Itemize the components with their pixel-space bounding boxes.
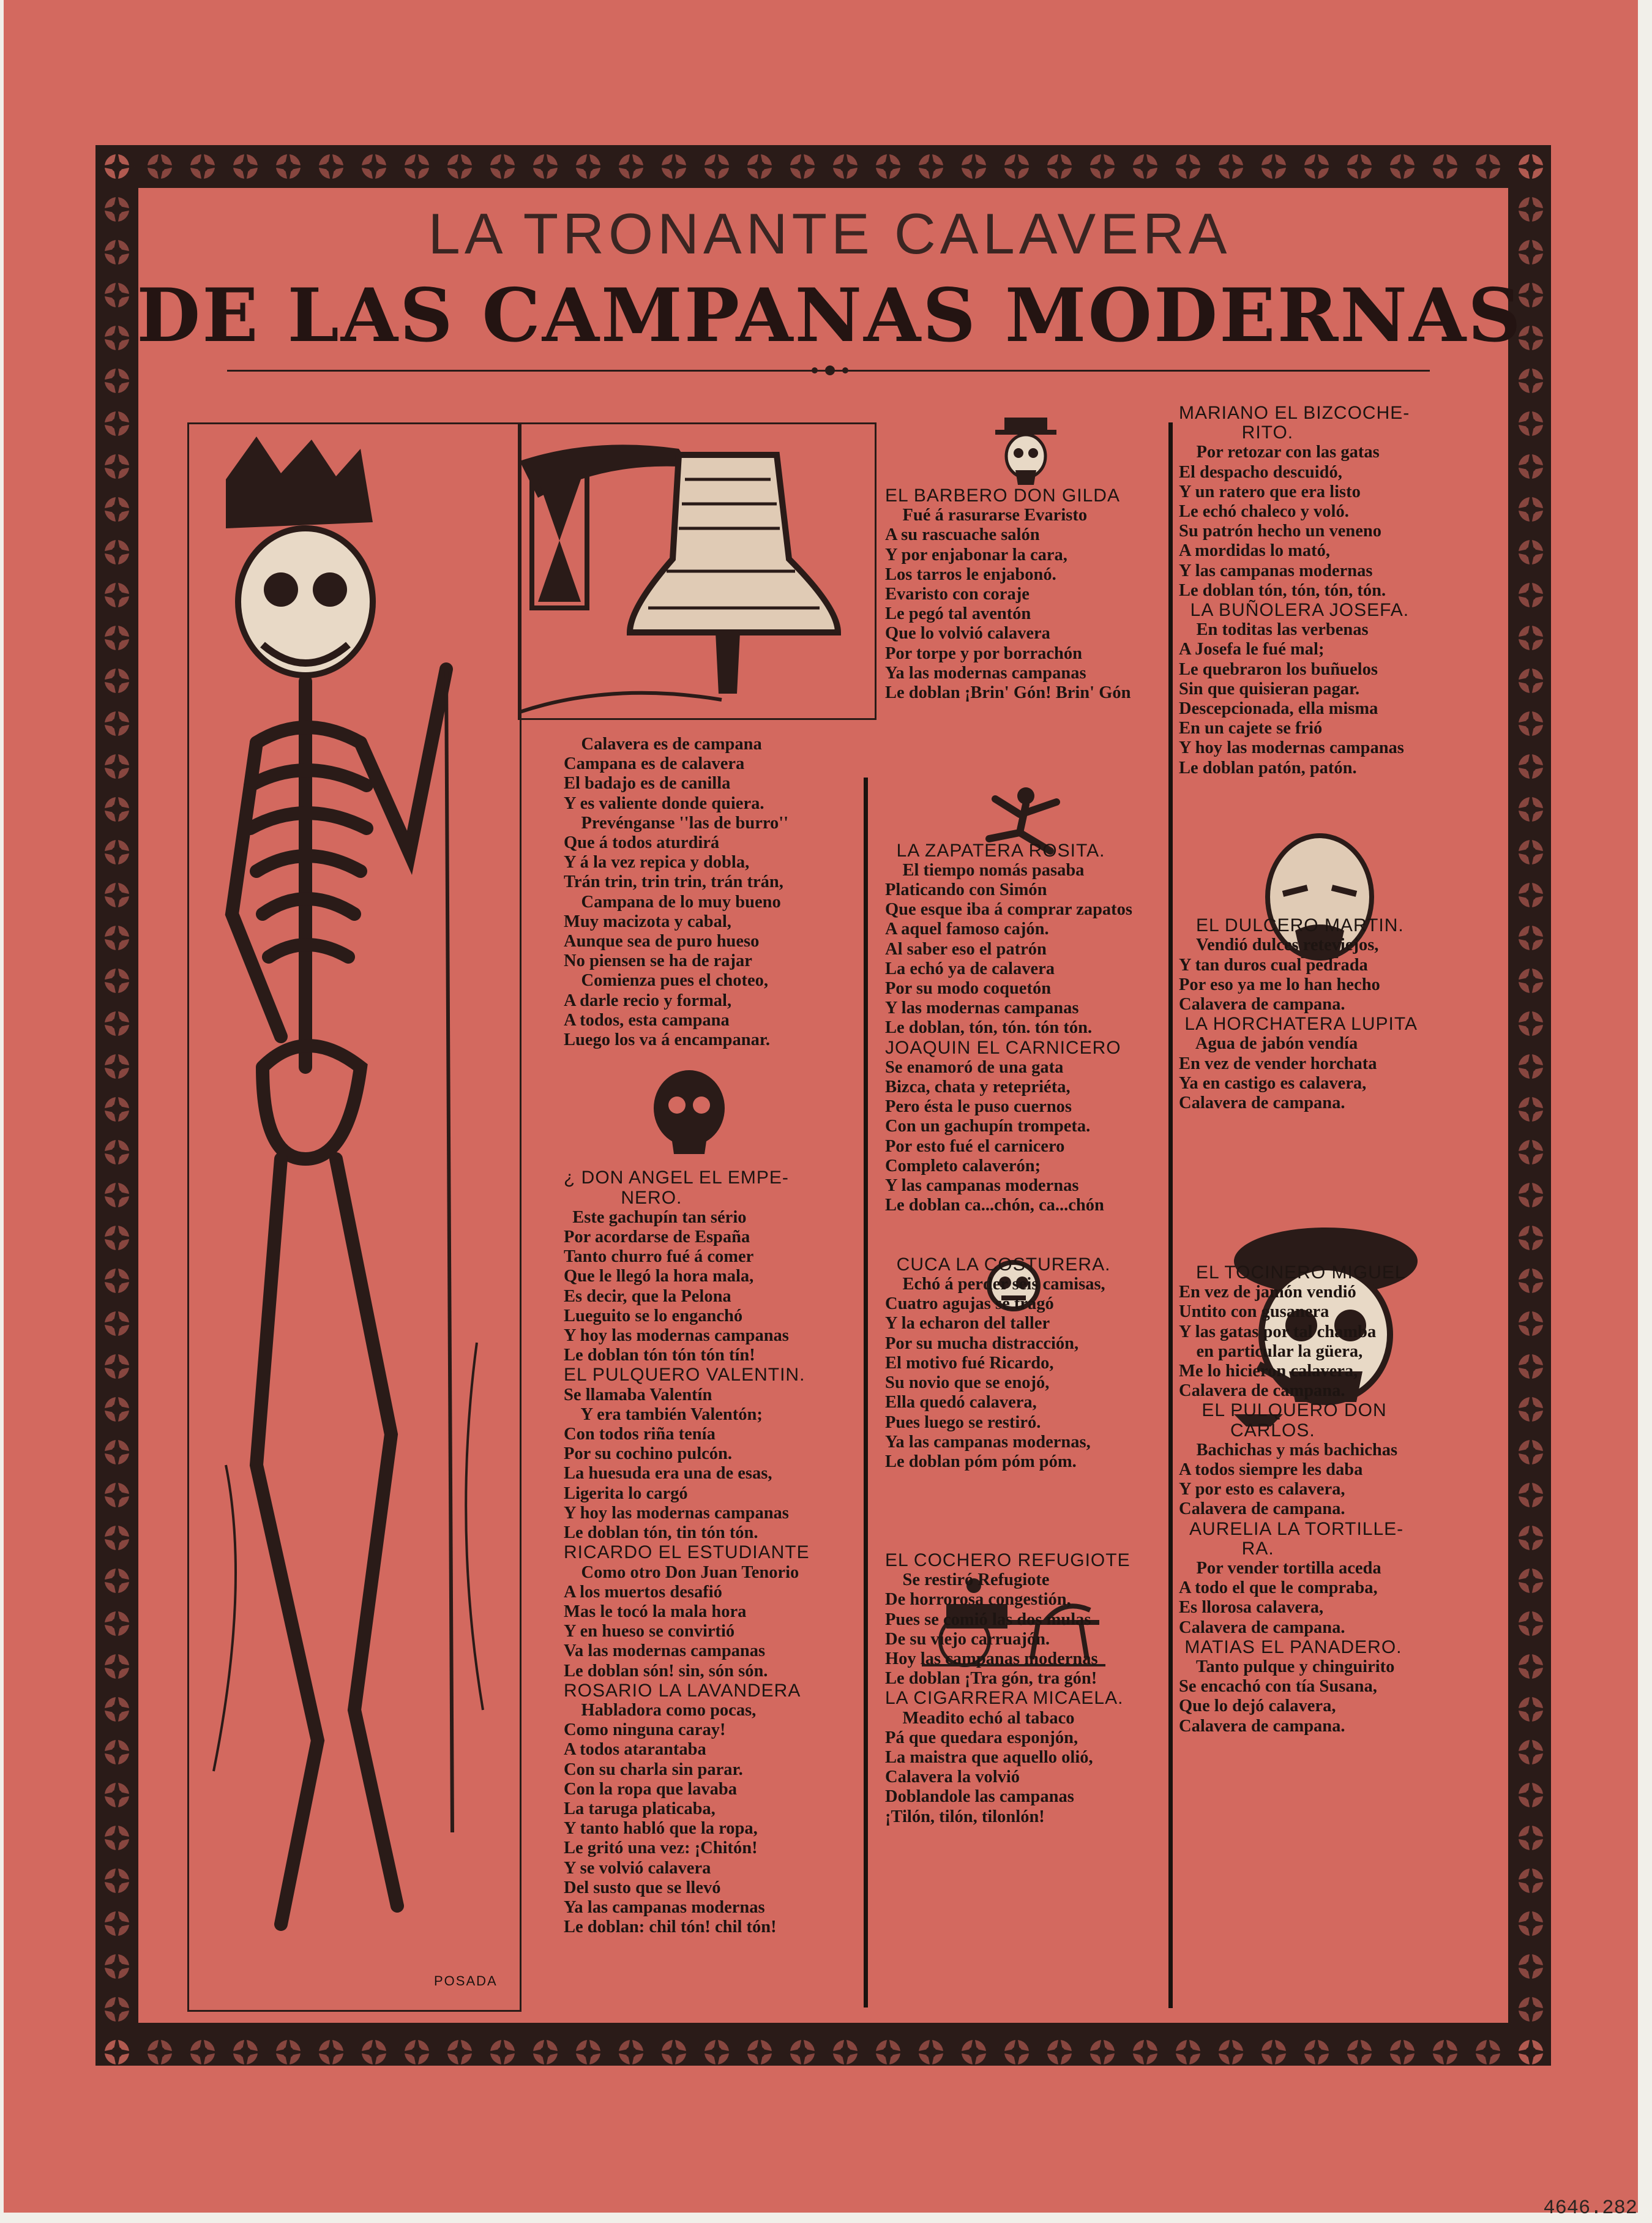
- verse-line: Que le llegó la hora mala,: [564, 1267, 754, 1286]
- verse-line: Ya en castigo es calavera,: [1179, 1073, 1367, 1093]
- verse-line: Calavera de campana.: [1179, 1381, 1345, 1401]
- poem-heading: MARIANO EL BIZCOCHE-: [1179, 403, 1410, 423]
- verse-line: Y la echaron del taller: [885, 1314, 1050, 1333]
- verse-line: Bachichas y más bachichas: [1179, 1440, 1398, 1460]
- title-ornament: [802, 365, 858, 376]
- verse-line: A todos, esta campana: [564, 1010, 730, 1030]
- verse-line: Le doblan tón tón tón tín!: [564, 1346, 755, 1365]
- verse-line: Por retozar con las gatas: [1179, 443, 1380, 462]
- verse-line: Untito con gusanera: [1179, 1302, 1329, 1322]
- verse-line: Y las modernas campanas: [885, 999, 1079, 1018]
- verse-line: Por vender tortilla aceda: [1179, 1559, 1381, 1578]
- verse-line: Lueguito se lo enganchó: [564, 1306, 743, 1325]
- verse-line: Por su cochino pulcón.: [564, 1444, 733, 1464]
- verse-line: En vez de vender horchata: [1179, 1054, 1377, 1073]
- verse-line: Y por esto es calavera,: [1179, 1480, 1345, 1499]
- verse-line: El despacho descuidó,: [1179, 462, 1342, 482]
- verse-line: Y hoy las modernas campanas: [564, 1326, 789, 1346]
- artist-signature: POSADA: [434, 1973, 498, 1989]
- verse-line: Con la ropa que lavaba: [564, 1779, 737, 1799]
- verse-line: A aquel famoso cajón.: [885, 920, 1049, 939]
- verse-line: Y era también Valentón;: [564, 1404, 763, 1424]
- verse-line: Se llamaba Valentín: [564, 1385, 712, 1404]
- verse-line: Calavera de campana.: [1179, 1499, 1345, 1519]
- verse-line: Este gachupín tan sério: [564, 1207, 747, 1227]
- verse-line: Pá que quedara esponjón,: [885, 1728, 1078, 1747]
- verse-line: Y hoy las modernas campanas: [564, 1503, 789, 1523]
- vignette-gap: [1179, 1212, 1418, 1263]
- verse-line: Y tanto habló que la ropa,: [564, 1819, 758, 1839]
- verse-line: Le gritó una vez: ¡Chitón!: [564, 1839, 758, 1858]
- verse-line: La echó ya de calavera: [885, 959, 1055, 978]
- verse-line: Comienza pues el choteo,: [564, 971, 769, 991]
- verse-line: A Josefa le fué mal;: [1179, 640, 1325, 659]
- verse-line: Ligerita lo cargó: [564, 1483, 688, 1503]
- verse-line: Le doblan ¡Tra gón, tra gón!: [885, 1669, 1097, 1689]
- inventory-number: 4646.282: [1543, 2197, 1637, 2219]
- poem-heading: CUCA LA COSTURERA.: [885, 1254, 1111, 1275]
- verse-line: A su rascuache salón: [885, 525, 1040, 545]
- poem-heading: EL PULQUERO VALENTIN.: [564, 1365, 805, 1385]
- verse-line: Y se volvió calavera: [564, 1858, 711, 1878]
- verse-line: Le doblan tón, tón, tón, tón.: [1179, 580, 1386, 600]
- poem-heading: EL TOCINERO MIGUEL: [1179, 1262, 1406, 1283]
- verse-line: Ella quedó calavera,: [885, 1393, 1037, 1412]
- poem-heading: AURELIA LA TORTILLE-: [1179, 1518, 1404, 1539]
- verse-line: Le doblan ca...chón, ca...chón: [885, 1196, 1104, 1215]
- vignette-gap: [1179, 778, 1418, 847]
- poem-heading: MATIAS EL PANADERO.: [1179, 1636, 1402, 1657]
- poem-heading: EL DULCERO MARTIN.: [1179, 915, 1404, 936]
- verse-line: Le doblan tón, tin tón tón.: [564, 1523, 758, 1543]
- verse-line: Que lo volvió calavera: [885, 624, 1050, 643]
- verse-line: Ya las campanas modernas: [564, 1897, 765, 1917]
- verse-line: Ya las campanas modernas,: [885, 1432, 1091, 1452]
- verse-line: Y es valiente donde quiera.: [564, 793, 764, 813]
- poem-heading: LA BUÑOLERA JOSEFA.: [1179, 600, 1410, 621]
- verse-line: Y por enjabonar la cara,: [885, 545, 1067, 564]
- poem-heading: EL BARBERO DON GILDA: [885, 485, 1120, 506]
- verse-line: Por torpe y por borrachón: [885, 643, 1082, 663]
- poem-heading: CARLOS.: [1179, 1420, 1315, 1441]
- verse-line: Mas le tocó la mala hora: [564, 1602, 747, 1621]
- verse-line: Que á todos aturdirá: [564, 833, 720, 853]
- vignette-gap: [564, 1050, 810, 1168]
- verse-line: El tiempo nomás pasaba: [885, 860, 1085, 880]
- verse-line: Ya las modernas campanas: [885, 663, 1086, 683]
- verse-line: A los muertos desafió: [564, 1582, 722, 1602]
- text-column-1: [564, 735, 810, 1937]
- verse-line: Y en hueso se convirtió: [564, 1622, 735, 1641]
- verse-line: Trán trin, trin trin, trán trán,: [564, 872, 783, 892]
- verse-line: Campana de lo muy bueno: [564, 892, 781, 912]
- vignette-gap: [885, 703, 1132, 841]
- verse-line: Calavera de campana.: [1179, 1618, 1345, 1637]
- verse-line: De su viejo carruajón.: [885, 1629, 1050, 1649]
- verse-line: Y las gatas por tal chamba: [1179, 1322, 1377, 1341]
- verse-line: Platicando con Simón: [885, 880, 1047, 900]
- poem-heading: LA HORCHATERA LUPITA: [1179, 1014, 1418, 1035]
- poem-heading: LA ZAPATERA ROSITA.: [885, 840, 1105, 861]
- verse-line: Que lo dejó calavera,: [1179, 1696, 1336, 1716]
- verse-line: Prevénganse ''las de burro'': [564, 813, 789, 833]
- verse-line: Doblandole las campanas: [885, 1787, 1074, 1807]
- verse-line: Le quebraron los buñuelos: [1179, 659, 1378, 679]
- verse-line: Vendió dulces reteviejos,: [1179, 935, 1379, 955]
- crown-icon: [226, 437, 373, 528]
- verse-line: Los tarros le enjabonó.: [885, 564, 1056, 584]
- verse-line: Le doblan póm póm póm.: [885, 1452, 1077, 1471]
- verse-line: Agua de jabón vendía: [1179, 1034, 1358, 1054]
- verse-line: No piensen se ha de rajar: [564, 951, 752, 971]
- verse-line: Va las modernas campanas: [564, 1641, 766, 1661]
- verse-line: El motivo fué Ricardo,: [885, 1353, 1054, 1373]
- poem-heading: JOAQUIN EL CARNICERO: [885, 1037, 1121, 1058]
- verse-line: Aunque sea de puro hueso: [564, 932, 760, 951]
- poem-heading: ROSARIO LA LAVANDERA: [564, 1680, 801, 1701]
- verse-line: Del susto que se llevó: [564, 1878, 721, 1897]
- church-bell: [520, 424, 875, 718]
- verse-line: Descepcionada, ella misma: [1179, 699, 1378, 719]
- verse-line: Luego los va á encampanar.: [564, 1030, 771, 1050]
- text-column-2: [885, 486, 1132, 1827]
- verse-line: Pues se comió las dos mulas: [885, 1610, 1091, 1629]
- verse-line: Echó á perder seis camisas,: [885, 1275, 1105, 1294]
- verse-line: Calavera es de campana: [564, 735, 762, 754]
- verse-line: Me lo hicieron calavera,: [1179, 1362, 1358, 1381]
- verse-line: Le doblan són! sin, són són.: [564, 1661, 768, 1681]
- poem-heading: RICARDO EL ESTUDIANTE: [564, 1542, 810, 1563]
- vignette-gap: [1179, 847, 1418, 917]
- verse-line: Se encachó con tía Susana,: [1179, 1677, 1377, 1696]
- verse-line: Meadito echó al tabaco: [885, 1708, 1075, 1728]
- verse-line: Calavera de campana.: [1179, 995, 1345, 1014]
- verse-line: El badajo es de canilla: [564, 774, 731, 793]
- verse-line: Se restiró Refugiote: [885, 1570, 1050, 1590]
- verse-line: Calavera de campana.: [1179, 1093, 1345, 1113]
- verse-line: Como ninguna caray!: [564, 1720, 726, 1740]
- verse-line: Su novio que se enojó,: [885, 1373, 1050, 1393]
- verse-line: Le echó chaleco y voló.: [1179, 502, 1349, 522]
- verse-line: Y á la vez repica y dobla,: [564, 853, 750, 872]
- verse-line: Es llorosa calavera,: [1179, 1598, 1324, 1618]
- verse-line: Tanto pulque y chinguirito: [1179, 1657, 1395, 1677]
- verse-line: Con su charla sin parar.: [564, 1760, 743, 1779]
- verse-line: Como otro Don Juan Tenorio: [564, 1562, 799, 1582]
- vignette-gap: [885, 1215, 1132, 1254]
- verse-line: Que esque iba á comprar zapatos: [885, 900, 1133, 920]
- verse-line: en particular la güera,: [1179, 1341, 1363, 1361]
- poem-heading: RITO.: [1179, 422, 1294, 443]
- verse-line: La taruga platicaba,: [564, 1799, 716, 1818]
- verse-line: La maistra que aquello olió,: [885, 1747, 1093, 1767]
- verse-line: Le doblan, tón, tón. tón tón.: [885, 1018, 1093, 1038]
- verse-line: Su patrón hecho un veneno: [1179, 522, 1381, 541]
- verse-line: La huesuda era una de esas,: [564, 1464, 772, 1483]
- verse-line: A todo el que le compraba,: [1179, 1578, 1378, 1598]
- verse-line: Evaristo con coraje: [885, 585, 1030, 604]
- verse-line: A todos siempre les daba: [1179, 1460, 1363, 1480]
- verse-line: A darle recio y formal,: [564, 991, 732, 1010]
- column-rule-2: [1168, 422, 1173, 2008]
- poem-heading: EL COCHERO REFUGIOTE: [885, 1550, 1131, 1570]
- verse-line: Y las campanas modernas: [1179, 561, 1373, 580]
- verse-line: Por eso ya me lo han hecho: [1179, 975, 1380, 994]
- poem-heading: ¿ DON ANGEL EL EMPE-: [564, 1168, 789, 1188]
- text-column-3: [1179, 403, 1418, 1736]
- verse-line: Cuatro agujas se tragó: [885, 1294, 1054, 1314]
- verse-line: En toditas las verbenas: [1179, 620, 1369, 640]
- verse-line: Pues luego se restiró.: [885, 1412, 1041, 1432]
- verse-line: Muy macizota y cabal,: [564, 912, 731, 931]
- verse-line: Calavera la volvió: [885, 1768, 1020, 1787]
- verse-line: Y las campanas modernas: [885, 1176, 1079, 1196]
- poem-heading: EL PULQUERO DON: [1179, 1400, 1387, 1421]
- verse-line: Por su modo coquetón: [885, 979, 1052, 999]
- verse-line: Al saber eso el patrón: [885, 939, 1047, 959]
- verse-line: Le doblan: chil tón! chil tón!: [564, 1917, 777, 1937]
- verse-line: Por su mucha distracción,: [885, 1333, 1079, 1353]
- verse-line: Le doblan patón, patón.: [1179, 758, 1357, 778]
- verse-line: Se enamoró de una gata: [885, 1057, 1064, 1077]
- verse-line: De horrorosa congestión,: [885, 1590, 1071, 1610]
- verse-line: Le pegó tal aventón: [885, 604, 1031, 624]
- verse-line: Y un ratero que era listo: [1179, 482, 1361, 501]
- calavera-with-hat: [992, 416, 1060, 490]
- verse-line: En vez de jamón vendió: [1179, 1283, 1356, 1302]
- vignette-gap: [885, 1472, 1132, 1551]
- verse-line: A mordidas lo mató,: [1179, 541, 1331, 561]
- vignette-gap: [1179, 1113, 1418, 1212]
- verse-line: Pero ésta le puso cuernos: [885, 1097, 1072, 1117]
- verse-line: Campana es de calavera: [564, 754, 745, 774]
- verse-line: Tanto churro fué á comer: [564, 1247, 754, 1267]
- verse-line: ¡Tilón, tilón, tilonlón!: [885, 1807, 1045, 1826]
- verse-line: Con todos riña tenía: [564, 1425, 716, 1444]
- bell-illustration-panel: [518, 422, 876, 720]
- verse-line: Le doblan ¡Brin' Gón! Brin' Gón: [885, 683, 1131, 703]
- verse-line: Con un gachupín trompeta.: [885, 1117, 1091, 1136]
- verse-line: Sin que quisieran pagar.: [1179, 679, 1360, 699]
- poem-heading: LA CIGARRERA MICAELA.: [885, 1688, 1124, 1709]
- skeleton-bell-ringer: [189, 424, 520, 2010]
- title-line-1: LA TRONANTE CALAVERA: [428, 201, 1232, 266]
- verse-line: Fué á rasurarse Evaristo: [885, 506, 1088, 525]
- poem-heading: NERO.: [564, 1187, 682, 1208]
- title-line-2: DE LAS CAMPANAS MODERNAS: [136, 272, 1523, 359]
- poem-heading: RA.: [1179, 1538, 1274, 1559]
- verse-line: Hoy las campanas modernas: [885, 1649, 1098, 1668]
- verse-line: Por acordarse de España: [564, 1228, 750, 1247]
- verse-line: Bizca, chata y retepriéta,: [885, 1078, 1071, 1097]
- broadside-sheet: [4, 0, 1638, 2213]
- verse-line: Y hoy las modernas campanas: [1179, 738, 1404, 758]
- verse-line: Por esto fué el carnicero: [885, 1136, 1065, 1156]
- skull-icon: [238, 528, 373, 675]
- column-rule-1: [864, 778, 868, 2007]
- verse-line: En un cajete se frió: [1179, 719, 1323, 738]
- verse-line: Completo calaverón;: [885, 1156, 1041, 1175]
- verse-line: Calavera de campana.: [1179, 1716, 1345, 1736]
- skeleton-illustration-panel: [187, 422, 521, 2012]
- verse-line: Es decir, que la Pelona: [564, 1286, 731, 1306]
- verse-line: Y tan duros cual pedrada: [1179, 955, 1368, 975]
- verse-line: A todos atarantaba: [564, 1740, 706, 1760]
- verse-line: Habladora como pocas,: [564, 1700, 757, 1720]
